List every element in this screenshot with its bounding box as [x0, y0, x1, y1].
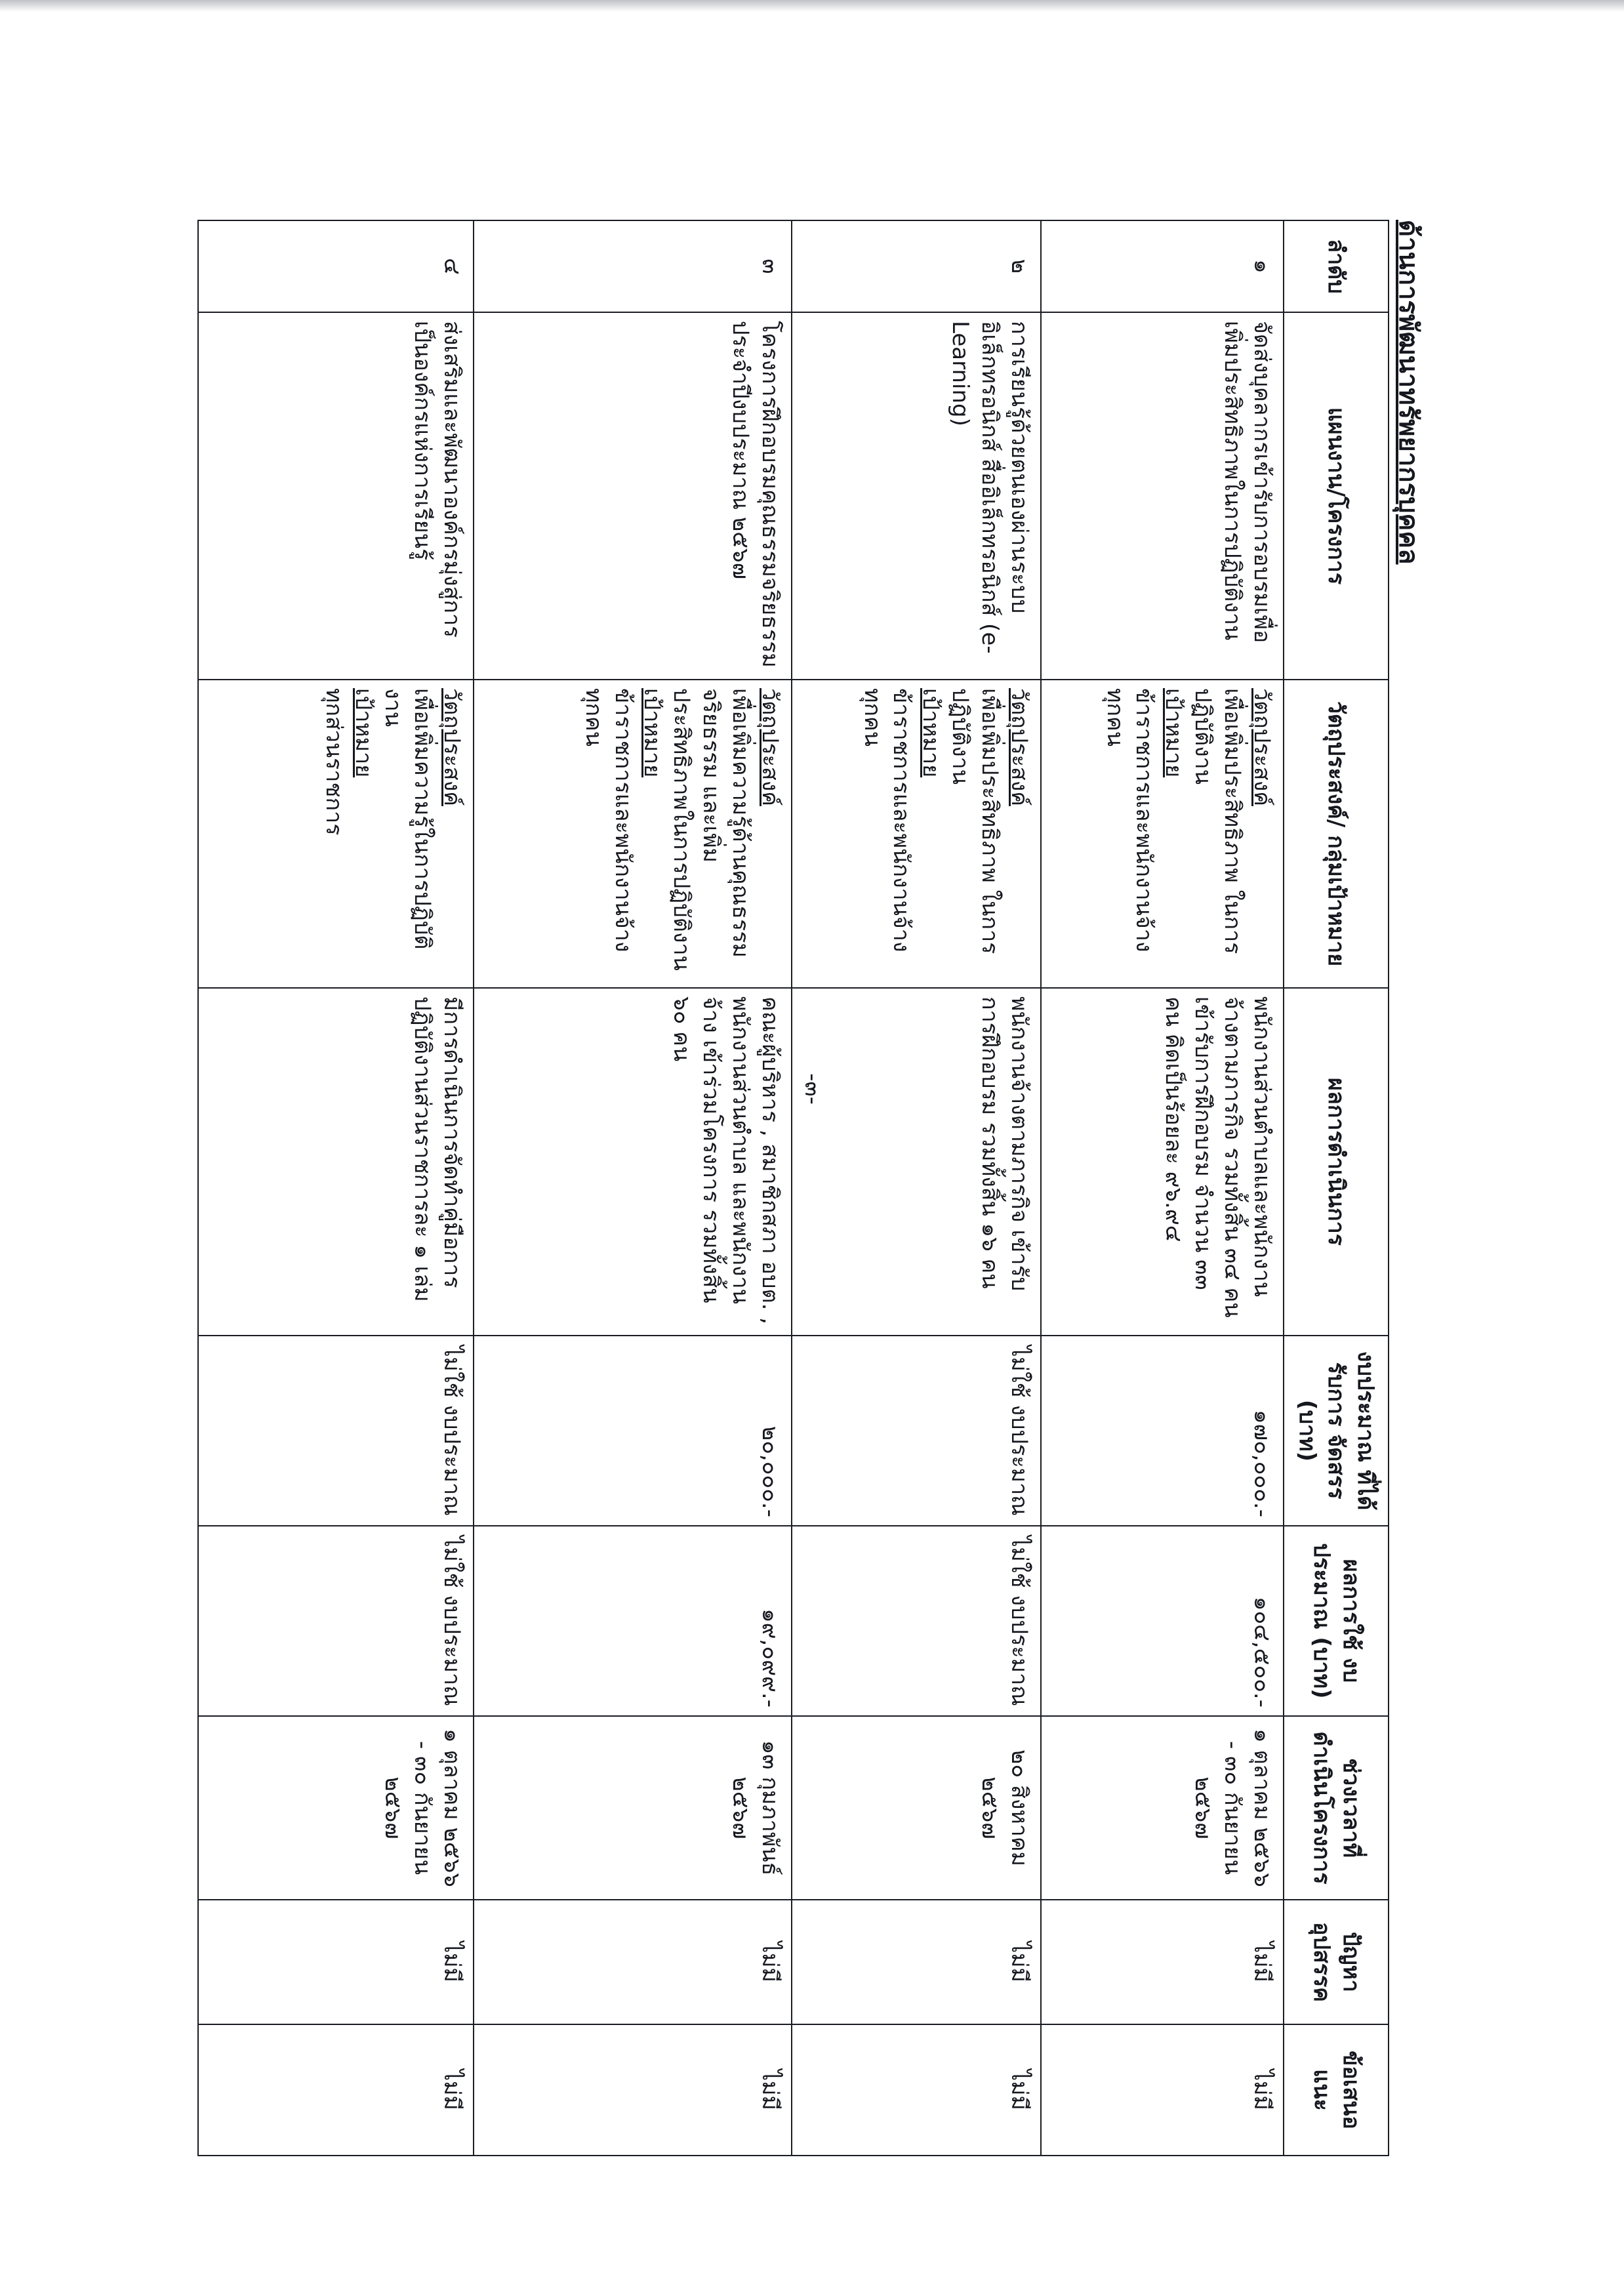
header-suggestion: ข้อเสนอแนะ [1284, 2024, 1389, 2156]
row-result: พนักงานส่วนตำบลและพนักงานจ้างตามภารกิจ รวมทั้งสิ้น ๓๔ คน เข้ารับการฝึกอบรม จำนวน ๓๓ คน คิดเป็นร้อยละ ๙๖.๙๔ [1041, 988, 1284, 1336]
target-text: ทุกส่วนราชการ [321, 688, 348, 836]
objective-heading: วัตถุประสงค์ [439, 688, 465, 806]
row-problem: ไม่มี [474, 1900, 792, 2024]
target-heading: เป้าหมาย [639, 688, 666, 778]
table-header-row [1284, 220, 1389, 2156]
row-result: คณะผู้บริหาร , สมาชิกสภา อบต. , พนักงานส่วนตำบล และพนักงานจ้าง เข้าร่วมโครงการ รวมทั้งสิ้น ๖๐ คน [474, 988, 792, 1336]
row-period: ๑ ตุลาคม ๒๕๖๖ - ๓๐ กันยายน ๒๕๖๗ [1041, 1716, 1284, 1900]
header-period: ช่วงเวลาที่ ดำเนินโครงการ [1284, 1716, 1389, 1900]
header-objective: วัตถุประสงค์/ กลุ่มเป้าหมาย [1284, 680, 1389, 988]
page-number: -๓- [800, 1073, 826, 1105]
header-spent: ผลการใช้ งบประมาณ (บาท) [1284, 1526, 1389, 1716]
row-project: โครงการฝึกอบรมคุณธรรมจริยธรรม ประจำปีงบประมาณ ๒๕๖๗ [474, 312, 792, 680]
row-spent: ไม่ใช้ งบประมาณ [792, 1526, 1041, 1716]
row-no: ๓ [474, 220, 792, 312]
objective-heading: วัตถุประสงค์ [1249, 688, 1275, 806]
row-period: ๒๐ สิงหาคม ๒๕๖๗ [792, 1716, 1041, 1900]
row-period: ๑ ตุลาคม ๒๕๖๖ - ๓๐ กันยายน ๒๕๖๗ [198, 1716, 474, 1900]
row-suggestion: ไม่มี [792, 2024, 1041, 2156]
row-objective [198, 680, 474, 988]
header-problem: ปัญหา อุปสรรค [1284, 1900, 1389, 2024]
row-objective [1041, 680, 1284, 988]
row-result: มีการดำเนินการจัดทำคู่มือการปฏิบัติงานส่วนราชการละ ๑ เล่ม [198, 988, 474, 1336]
row-spent: ไม่ใช้ งบประมาณ [198, 1526, 474, 1716]
row-result: พนักงานจ้างตามภารกิจ เข้ารับการฝึกอบรม รวมทั้งสิ้น ๑๖ คน [792, 988, 1041, 1336]
objective-text: เพื่อเพิ่มความรู้ในการปฏิบัติงาน [380, 688, 436, 950]
table-row [474, 220, 792, 2156]
target-text: ข้าราชการและพนักงานจ้างทุกคน [580, 688, 636, 952]
row-problem: ไม่มี [198, 1900, 474, 2024]
row-budget: ๒๐,๐๐๐.- [474, 1336, 792, 1526]
objective-text: เพื่อเพิ่มประสิทธิภาพ ในการปฏิบัติงาน [1190, 688, 1246, 954]
row-project: จัดส่งบุคลากรเข้ารับการอบรมเพื่อเพิ่มประสิทธิภาพในการปฏิบัติงาน [1041, 312, 1284, 680]
objective-heading: วัตถุประสงค์ [757, 688, 783, 806]
row-project: การเรียนรู้ด้วยตนเองผ่านระบบอิเล็กทรอนิกส์ สื่ออิเล็กทรอนิกส์ (e-Learning) [792, 312, 1041, 680]
header-project: แผนงาน/โครงการ [1284, 312, 1389, 680]
table-row [198, 220, 474, 2156]
row-no: ๑ [1041, 220, 1284, 312]
row-project: ส่งเสริมและพัฒนาองค์กรมุ่งสู่การเป็นองค์กรแห่งการเรียนรู้ [198, 312, 474, 680]
hr-development-table [197, 220, 1389, 2156]
row-no: ๒ [792, 220, 1041, 312]
row-spent: ๑๙,๐๙๙.- [474, 1526, 792, 1716]
header-no: ลำดับ [1284, 220, 1389, 312]
row-spent: ๑๐๔,๕๐๐.- [1041, 1526, 1284, 1716]
row-suggestion: ไม่มี [198, 2024, 474, 2156]
row-budget: ไม่ใช้ งบประมาณ [198, 1336, 474, 1526]
target-text: ข้าราชการและพนักงานจ้างทุกคน [1101, 688, 1158, 952]
row-objective [792, 680, 1041, 988]
section-title: ด้านการพัฒนาทรัพยากรบุคคล [1393, 220, 1423, 565]
row-objective [474, 680, 792, 988]
header-budget: งบประมาณ ที่ได้รับการ จัดสรร (บาท) [1284, 1336, 1389, 1526]
table-row [792, 220, 1041, 2156]
objective-text: เพื่อเพิ่มประสิทธิภาพ ในการปฏิบัติงาน [947, 688, 1004, 954]
row-problem: ไม่มี [1041, 1900, 1284, 2024]
target-text: ข้าราชการและพนักงานจ้างทุกคน [859, 688, 915, 952]
row-suggestion: ไม่มี [1041, 2024, 1284, 2156]
row-period: ๑๓ กุมภาพันธ์ ๒๕๖๗ [474, 1716, 792, 1900]
row-budget: ไม่ใช้ งบประมาณ [792, 1336, 1041, 1526]
header-result: ผลการดำเนินการ [1284, 988, 1389, 1336]
row-budget: ๑๗๐,๐๐๐.- [1041, 1336, 1284, 1526]
table-row [1041, 220, 1284, 2156]
target-heading: เป้าหมาย [350, 688, 377, 778]
objective-text: เพื่อเพิ่มความรู้ด้านคุณธรรม จริยธรรม และเพิ่มประสิทธิภาพในการปฏิบัติงาน [668, 688, 754, 971]
row-problem: ไม่มี [792, 1900, 1041, 2024]
scan-edge [0, 0, 1624, 12]
target-heading: เป้าหมาย [918, 688, 944, 778]
target-heading: เป้าหมาย [1160, 688, 1187, 778]
row-suggestion: ไม่มี [474, 2024, 792, 2156]
row-no: ๔ [198, 220, 474, 312]
objective-heading: วัตถุประสงค์ [1006, 688, 1032, 806]
rotated-page-content [203, 220, 1430, 2155]
